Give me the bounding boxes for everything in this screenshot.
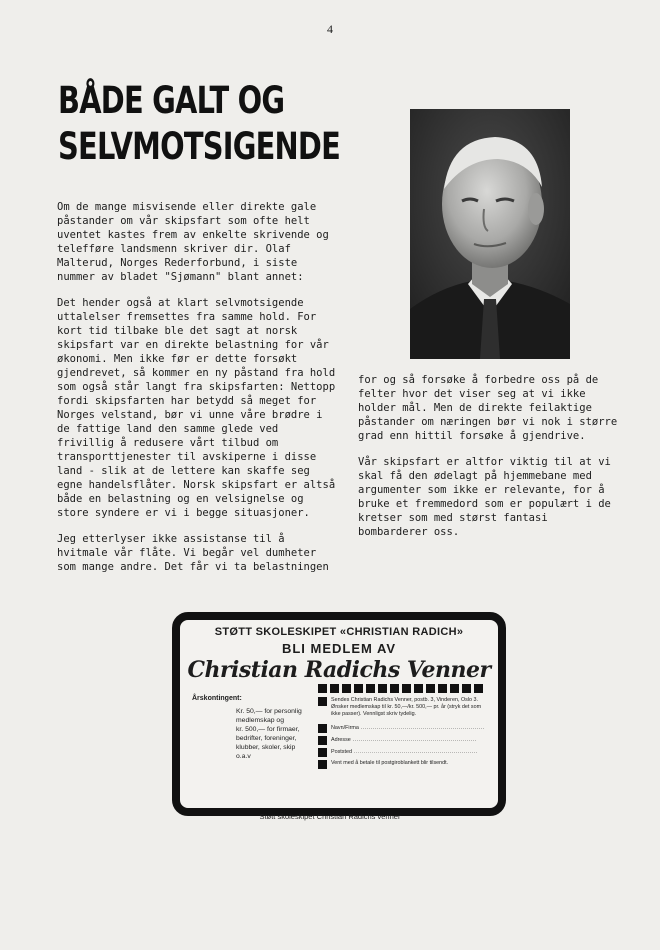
coupon-instructions-row [318, 697, 490, 718]
square-icon [318, 736, 327, 745]
square-icon [318, 724, 327, 733]
page-number: 4 [327, 22, 333, 36]
coupon-name-row[interactable]: Navn/Firma .............................................................. [318, 724, 490, 733]
body-column-right [358, 373, 623, 551]
headline-line-1: BÅDE GALT OG [58, 79, 285, 122]
coupon-footer-row [318, 760, 490, 769]
ad-headline: STØTT SKOLESKIPET «CHRISTIAN RADICH» [214, 626, 464, 638]
postal-field-label: Poststed [331, 749, 352, 755]
coupon-address-row[interactable]: Adresse .............................................................. [318, 736, 490, 745]
square-icon [366, 684, 375, 693]
square-icon [474, 684, 483, 693]
square-icon [330, 684, 339, 693]
ad-subheadline: BLI MEDLEM AV [281, 641, 397, 656]
coupon-square-row [318, 684, 490, 693]
square-icon [426, 684, 435, 693]
portrait-image [410, 109, 570, 359]
square-icon [378, 684, 387, 693]
price-list [236, 707, 310, 761]
square-icon [318, 760, 327, 769]
membership-advertisement [172, 612, 506, 816]
body-column-left [57, 296, 337, 586]
square-icon [462, 684, 471, 693]
square-icon [390, 684, 399, 693]
square-icon [354, 684, 363, 693]
headline-line-2: SELVMOTSIGENDE [58, 125, 341, 168]
square-icon [414, 684, 423, 693]
headline [58, 78, 341, 170]
intro-paragraph: Om de mange misvisende eller direkte gale påstander om vår skipsfart som ofte helt uventet kastes frem av enkelte skrivende og telefføre landsmenn skriver dir. Olaf Malterud, Norges Rederforbund, i siste nummer av bladet "Sjømann" blant annet: [57, 201, 329, 283]
square-icon [438, 684, 447, 693]
square-icon [450, 684, 459, 693]
square-icon [318, 748, 327, 757]
coupon-instructions: Sendes Christian Radichs Venner, postb. 3, Vinderen, Oslo 3. Ønsker medlemskap til kr. 50,—/kr. 500,— pr. år (stryk det som ikke passer). Vennligst skriv tydelig. [331, 697, 482, 717]
body-paragraph: Det hender også at klart selvmotsigende uttalelser fremsettes fra samme hold. For kort tid tilbake ble det sagt at norsk skipsfart var en direkte belastning for vår økonomi. Men ikke før er dette forsøkt gjendrevet, så kommer en ny påstand fra hold som også står langt fra skipsfarten: Nettopp fordi skipsfarten har betydd så meget for Norges velstand, bør vi unne våre brødre i de fattige land den samme glede ved frivillig å redusere vårt tilbud om transporttjenester til avskiperne i disse land - slik at de lettere kan skaffe seg egne handelsflåter. Norsk skipsfart er altså både en belastning og en velsignelse og store syndere er vi i begge situasjoner. [57, 297, 336, 519]
body-paragraph: Vår skipsfart er altfor viktig til at vi skal få den ødelagt på hjemmebane med argumenter som ikke er relevante, for å bruke et fremmedord som er populært i de kretser som med størst fantasi bombarderer oss. [358, 456, 611, 538]
square-icon [318, 684, 327, 693]
square-icon [318, 697, 327, 706]
ad-caption: Støtt skoleskipet Christian Radichs venner [259, 812, 401, 821]
square-icon [402, 684, 411, 693]
address-field-label: Adresse [331, 737, 351, 743]
membership-coupon [318, 684, 490, 772]
ad-contingent-block [192, 694, 310, 761]
coupon-postal-row[interactable]: Poststed .............................................................. [318, 748, 490, 757]
square-icon [342, 684, 351, 693]
coupon-footer-note: Vent med å betale til postgiroblankett blir tilsendt. [331, 760, 449, 766]
portrait-photo [410, 109, 570, 359]
name-field-label: Navn/Firma [331, 725, 359, 731]
body-paragraph: Jeg etterlyser ikke assistanse til å hvitmale vår flåte. Vi begår vel dumheter som mange andre. Det får vi ta belastningen [57, 533, 329, 573]
price-personal: Kr. 50,— for personlig medlemskap og [236, 708, 302, 724]
ad-logo-wordmark: Christian Radichs Venner [187, 657, 491, 683]
price-company: kr. 500,— for firmaer, bedrifter, foreninger, klubber, skoler, skip o.a.v [236, 726, 300, 760]
body-paragraph: for og så forsøke å forbedre oss på de felter hvor det viser seg at vi ikke holder mål. Men de direkte feilaktige påstander om næringen bør vi nok i større grad enn hittil forsøke å gjendrive. [358, 374, 618, 442]
contingent-label: Årskontingent: [192, 695, 242, 702]
